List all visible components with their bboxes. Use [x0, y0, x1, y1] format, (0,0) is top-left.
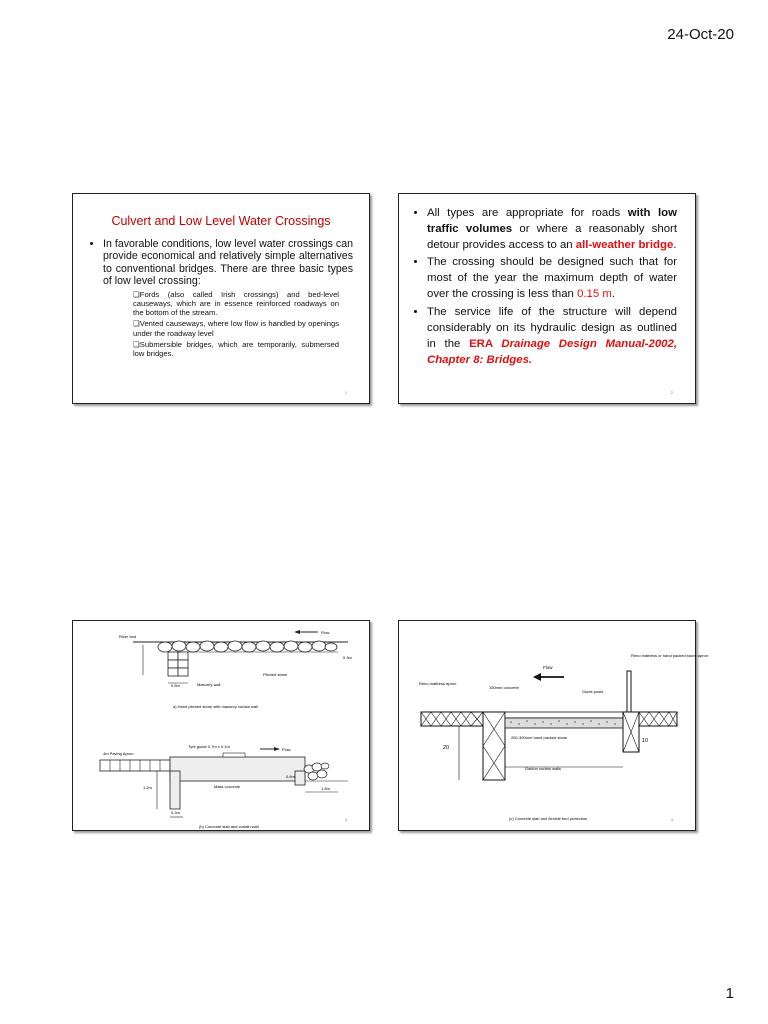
flow-label-b: Flow: [282, 747, 291, 752]
text: The crossing should be designed such that for most of the year the maximum depth of water over the crossing is less than: [427, 256, 677, 301]
sub-item-fords: ❏Fords (also called Irish crossings) and bed-level causeways, which are in essence reinforced roadways on the bottom of the stream.: [133, 290, 339, 318]
page-number: 1: [725, 985, 734, 1002]
emphasis: with low traffic volumes: [427, 207, 677, 236]
gabion-label: Gabion curtain walls: [525, 766, 562, 771]
slide-1-number: 1: [344, 390, 347, 395]
sub-item-vented: ❏Vented causeways, where low flow is handled by openings under the roadway level: [133, 319, 339, 338]
drawing-b: [100, 744, 348, 829]
slide-2-bullets: [415, 205, 677, 368]
masonry-label: Masonry wall: [197, 682, 221, 687]
slide-2-bullet-3: [427, 304, 677, 368]
highlight: 0.15 m: [577, 288, 612, 301]
slide-2-bullet-1: [427, 205, 677, 253]
slide-3: [72, 620, 370, 831]
highlight: ERA: [469, 337, 502, 350]
text: All types are appropriate for roads: [427, 207, 628, 219]
slide-1-title: Culvert and Low Level Water Crossings: [111, 214, 331, 228]
slide-2-bullet-2: [427, 254, 677, 302]
slide-1-sub-list: [133, 290, 339, 358]
caption-b: (b) Concrete slab and curtain wall: [199, 824, 259, 829]
reno-right-label: Reno mattress or hand packed stone apron: [631, 653, 708, 658]
dim-label: 1.5m: [321, 786, 330, 791]
apron-label: 4m Paving Apron: [103, 751, 134, 756]
caption-a: a) Hand pitched stone with masonry curtain wall: [173, 704, 258, 709]
dim-label: 0.6m: [286, 774, 295, 779]
tyre-guide-label: Tyre guide 0.7m x 0.1m: [188, 744, 230, 749]
slide-4-number: 4: [670, 817, 673, 822]
mass-concrete-label: Mass concrete: [214, 784, 241, 789]
crossing-drawing-c: [399, 621, 708, 829]
caption-c: (c) Concrete slab and flexible bed protection: [509, 816, 588, 821]
flow-label: Flow: [543, 665, 553, 670]
dim-label: 1.2m: [143, 785, 152, 790]
dim-right-label: 10: [642, 738, 649, 744]
packed-stone-label: 250-300mm hand packed stone: [511, 735, 568, 740]
text: or where a reasonably short detour provides access to an: [427, 223, 678, 252]
text: .: [673, 239, 677, 252]
guide-posts-label: Guide posts: [582, 689, 604, 694]
slide-1-bullets: [91, 238, 353, 358]
highlight: all-weather bridge: [575, 239, 674, 252]
slide-2-number: 2: [670, 390, 673, 395]
crossing-drawings-ab: [73, 621, 368, 829]
dim-label: 0.3m: [343, 655, 352, 660]
dim-label: 0.2m: [171, 810, 180, 815]
header-date: 24-Oct-20: [667, 26, 734, 43]
flow-label-a: Flow: [321, 630, 330, 635]
slide-4: [398, 620, 708, 831]
text: The service life of the structure will depend considerably on its hydraulic design as outlined in the: [427, 305, 677, 350]
text: .: [611, 288, 616, 301]
reno-left-label: Reno mattress apron: [419, 681, 457, 686]
slide-3-number: 3: [344, 817, 347, 822]
slide-2: [398, 193, 696, 404]
dim-left-label: 20: [443, 745, 450, 751]
slide-1-bullet: [103, 238, 353, 358]
slide-1: [72, 193, 370, 404]
dim-label: 0.5m: [171, 683, 180, 688]
drawing-a: [119, 630, 353, 709]
highlight-italic: Drainage Design Manual-2002, Chapter 8: Bridges.: [427, 337, 677, 366]
slide-1-bullet-text: In favorable conditions, low level water crossings can provide economical and relatively simple alternatives to conventional bridges. There are three basic types of low level crossing:: [103, 238, 353, 287]
river-bed-label: River bed: [119, 634, 137, 639]
sub-item-submersible: ❏Submersible bridges, which are temporarily, submersed low bridges.: [133, 339, 339, 358]
concrete-label: 150mm concrete: [489, 685, 519, 690]
pitched-stone-label: Pitched stone: [263, 672, 288, 677]
